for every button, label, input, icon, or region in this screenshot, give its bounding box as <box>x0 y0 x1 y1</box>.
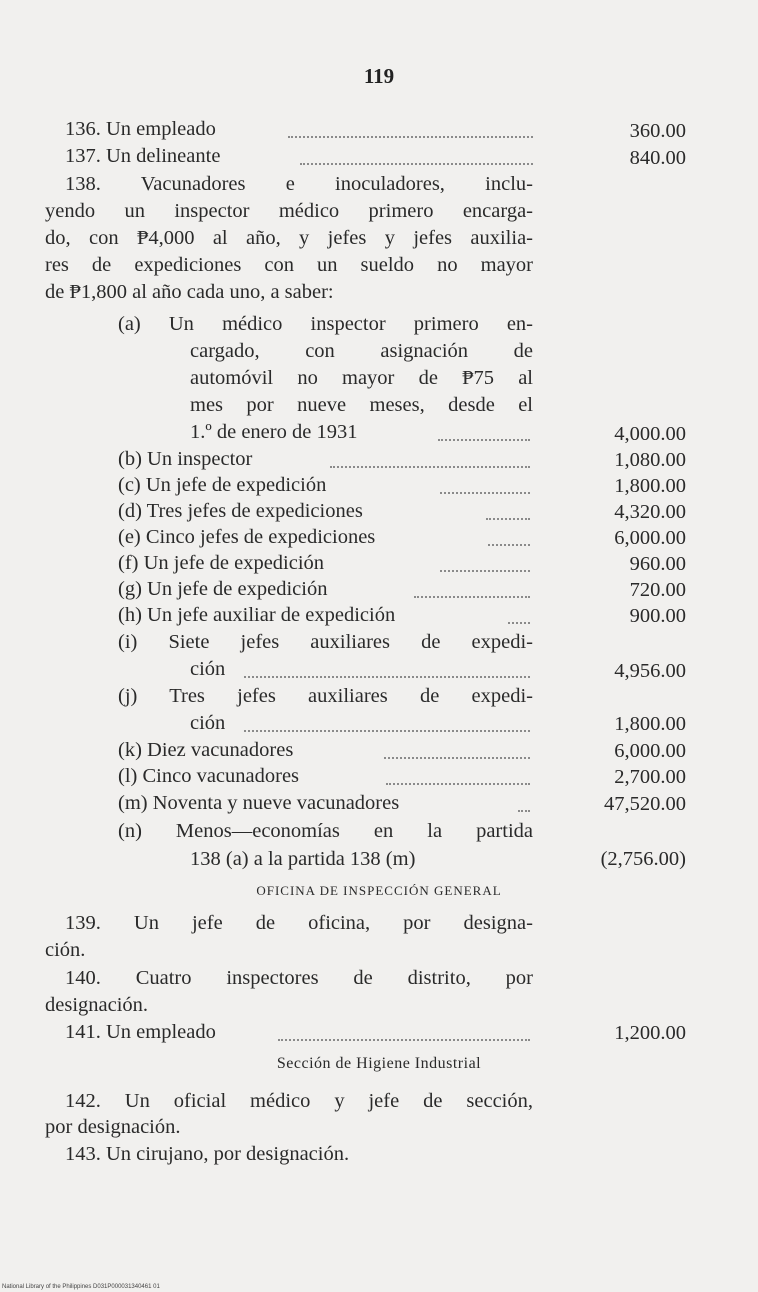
sub-a-line-3: automóvil no mayor de ₱75 al <box>190 367 533 389</box>
item-141-label: 141. Un empleado <box>65 1021 216 1043</box>
sub-b-label: (b) Un inspector <box>118 448 253 470</box>
sub-l-label: (l) Cinco vacunadores <box>118 765 300 787</box>
sub-k-label: (k) Diez vacunadores <box>118 739 294 761</box>
sub-e-label: (e) Cinco jefes de expediciones <box>118 526 376 548</box>
item-138-line-2: yendo un inspector médico primero encarga- <box>45 200 533 222</box>
sub-f-label: (f) Un jefe de expedición <box>118 552 325 574</box>
sub-c-amount: 1,800.00 <box>614 475 686 497</box>
leader-dots <box>438 439 530 441</box>
sub-j-amount: 1,800.00 <box>614 713 686 735</box>
leader-dots <box>508 622 530 624</box>
sub-l-amount: 2,700.00 <box>614 766 686 788</box>
leader-dots <box>386 783 530 785</box>
sub-m-amount: 47,520.00 <box>604 793 686 815</box>
item-138-line-1: 138. Vacunadores e inoculadores, inclu- <box>65 173 533 195</box>
sub-n-line-2: 138 (a) a la partida 138 (m) <box>190 848 416 870</box>
sub-c-label: (c) Un jefe de expedición <box>118 474 327 496</box>
leader-dots <box>440 492 530 494</box>
leader-dots <box>300 163 533 165</box>
item-143-label: 143. Un cirujano, por designación. <box>65 1143 350 1165</box>
sub-i-amount: 4,956.00 <box>614 660 686 682</box>
section-heading-oficina: OFICINA DE INSPECCIÓN GENERAL <box>256 883 502 898</box>
item-137-label: 137. Un delineante <box>65 145 221 167</box>
sub-d-label: (d) Tres jefes de expediciones <box>118 500 363 522</box>
sub-g-amount: 720.00 <box>629 579 686 601</box>
sub-i-line-2: ción <box>190 658 226 680</box>
item-142-line-1: 142. Un oficial médico y jefe de sección, <box>65 1090 533 1112</box>
sub-f-amount: 960.00 <box>629 553 686 575</box>
item-136-label: 136. Un empleado <box>65 118 216 140</box>
leader-dots <box>278 1039 530 1041</box>
item-136-amount: 360.00 <box>629 120 686 142</box>
sub-j-line-1: (j) Tres jefes auxiliares de expedi- <box>118 685 533 707</box>
leader-dots <box>488 544 530 546</box>
sub-g-label: (g) Un jefe de expedición <box>118 578 328 600</box>
sub-b-amount: 1,080.00 <box>614 449 686 471</box>
item-138-line-5: de ₱1,800 al año cada uno, a saber: <box>45 281 334 303</box>
leader-dots <box>244 730 530 732</box>
sub-e-amount: 6,000.00 <box>614 527 686 549</box>
sub-a-line-1: (a) Un médico inspector primero en- <box>118 313 533 335</box>
item-140-line-1: 140. Cuatro inspectores de distrito, por <box>65 967 533 989</box>
leader-dots <box>244 676 530 678</box>
sub-d-amount: 4,320.00 <box>614 501 686 523</box>
item-137-amount: 840.00 <box>629 147 686 169</box>
sub-n-amount: (2,756.00) <box>600 848 686 870</box>
item-141-amount: 1,200.00 <box>614 1022 686 1044</box>
page-number: 119 <box>363 64 395 88</box>
sub-a-line-5: 1.º de enero de 1931 <box>190 421 358 443</box>
leader-dots <box>486 518 530 520</box>
item-139-line-2: ción. <box>45 939 86 961</box>
item-140-line-2: designación. <box>45 994 149 1016</box>
leader-dots <box>440 570 530 572</box>
leader-dots <box>288 136 533 138</box>
leader-dots <box>330 466 530 468</box>
sub-k-amount: 6,000.00 <box>614 740 686 762</box>
sub-j-line-2: ción <box>190 712 226 734</box>
leader-dots <box>414 596 530 598</box>
sub-m-label: (m) Noventa y nueve vacunadores <box>118 792 400 814</box>
sub-a-line-4: mes por nueve meses, desde el <box>190 394 533 416</box>
sub-i-line-1: (i) Siete jefes auxiliares de expedi- <box>118 631 533 653</box>
item-138-line-4: res de expediciones con un sueldo no mayor <box>45 254 533 276</box>
sub-h-label: (h) Un jefe auxiliar de expedición <box>118 604 396 626</box>
item-139-line-1: 139. Un jefe de oficina, por designa- <box>65 912 533 934</box>
sub-a-line-2: cargado, con asignación de <box>190 340 533 362</box>
item-142-line-2: por designación. <box>45 1116 181 1138</box>
sub-a-amount: 4,000.00 <box>614 423 686 445</box>
leader-dots <box>518 810 530 812</box>
item-138-line-3: do, con ₱4,000 al año, y jefes y jefes auxilia- <box>45 227 533 249</box>
leader-dots <box>384 757 530 759</box>
sub-h-amount: 900.00 <box>629 605 686 627</box>
footer-credit: National Library of the Philippines D031P000031340461 01 <box>2 1284 160 1290</box>
sub-n-line-1: (n) Menos—economías en la partida <box>118 820 533 842</box>
section-heading-higiene: Sección de Higiene Industrial <box>276 1055 482 1072</box>
